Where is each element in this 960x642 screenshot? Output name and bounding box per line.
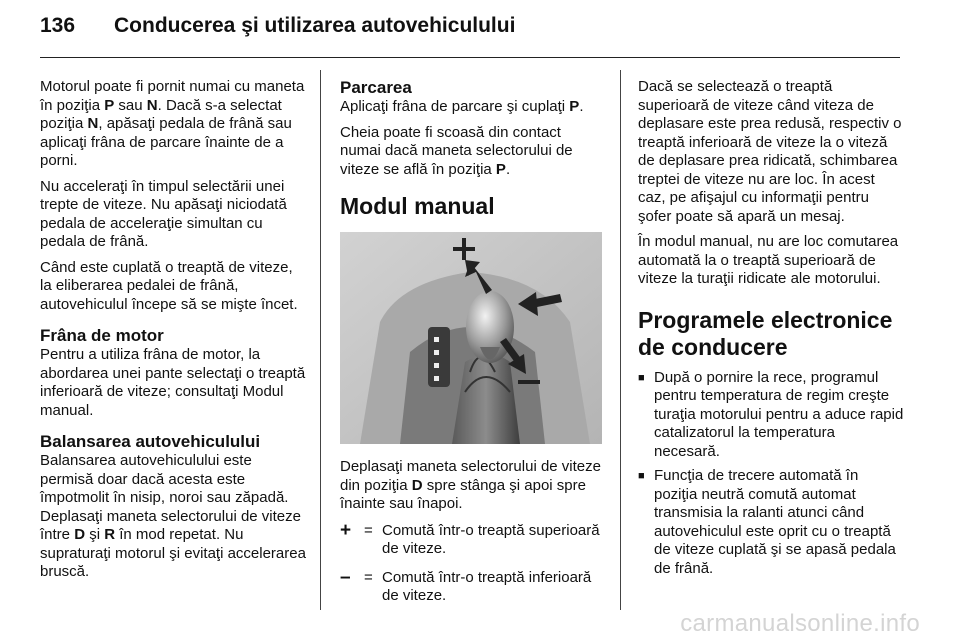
page-header	[40, 14, 515, 38]
paragraph: Balansarea autovehiculului este permisă doar dacă acesta este împotmolit în nisip, noroi sau zăpadă.	[40, 452, 289, 506]
gear-selector-illustration	[340, 232, 602, 444]
list-item: ■ Funcţia de trecere automată în poziţia neutră comută automat transmisia la ralanti atunci când autovehiculul este oprit cu o treaptă de viteze cuplată şi se apasă pedala de frână.	[638, 467, 904, 578]
gear-lever-icon	[340, 232, 602, 444]
header-rule	[40, 57, 900, 58]
page-title: Conducerea şi utilizarea autovehiculului	[114, 14, 516, 37]
paragraph: Cheia poate fi scoasă din contact numai dacă maneta selectorului de viteze se află în poziţia P.	[340, 123, 573, 178]
paragraph: Aplicaţi frâna de parcare şi cuplaţi P.	[340, 98, 584, 115]
paragraph: Pentru a utiliza frâna de motor, la abordarea unei pante selectaţi o treaptă inferioară de viteze; consultaţi Modul manual.	[40, 346, 306, 419]
paragraph: Deplasaţi maneta selectorului de viteze între D şi R în mod repetat. Nu supraturaţi motorul şi evitaţi accelerarea bruscă.	[40, 507, 306, 580]
minus-icon: –	[340, 566, 351, 588]
section-heading-rocking: Balansarea autovehiculului	[40, 432, 261, 451]
paragraph: Nu acceleraţi în timpul selectării unei trepte de viteze. Nu apăsaţi niciodată pedala de acceleraţie simultan cu pedala de frână.	[40, 177, 287, 250]
paragraph: Motorul poate fi pornit numai cu maneta în poziţia P sau N. Dacă s-a selectat poziţia N, apăsaţi pedala de frână sau aplicaţi frâna de parcare înainte de a porni.	[40, 78, 305, 169]
column-1	[40, 78, 308, 589]
bullet-list	[638, 369, 904, 579]
section-heading-manual-mode: Modul manual	[340, 193, 495, 219]
paragraph: În modul manual, nu are loc comutarea automată la o treaptă superioară de viteze la turaţii ridicate ale motorului.	[638, 233, 899, 287]
column-divider	[620, 70, 621, 610]
legend-downshift: – = Comută într-o treaptă inferioară de viteze.	[340, 566, 592, 604]
column-divider	[320, 70, 321, 610]
paragraph: Deplasaţi maneta selectorului de viteze din poziţia D spre stânga şi apoi spre înainte sau înapoi.	[340, 458, 601, 512]
legend-upshift: + = Comută într-o treaptă superioară de viteze.	[340, 519, 600, 557]
paragraph: Dacă se selectează o treaptă superioară de viteze când viteza de deplasare este prea redusă, respectiv o treaptă inferioară de viteze la o viteză de deplasare prea ridicată, schimbarea treptei de viteze nu are loc. În acest caz, pe afişajul cu informaţii pentru şofer poate să apară un mesaj.	[638, 78, 902, 225]
list-item: ■ După o pornire la rece, programul pentru temperatura de regim creşte turaţia motorului pentru a aduce rapid catalizatorul la temperatura necesară.	[638, 369, 904, 462]
plus-icon: +	[340, 519, 352, 541]
section-heading-parking: Parcarea	[340, 78, 412, 97]
page-number: 136	[40, 14, 76, 37]
paragraph: Când este cuplată o treaptă de viteze, la eliberarea pedalei de frână, autovehiculul începe să se mişte încet.	[40, 258, 298, 313]
column-2	[340, 78, 602, 616]
section-heading-engine-brake: Frâna de motor	[40, 326, 164, 345]
section-heading-electronic-programs: Programele electronice de conducere	[638, 306, 893, 360]
watermark: carmanualsonline.info	[680, 610, 920, 637]
column-3	[638, 78, 904, 584]
